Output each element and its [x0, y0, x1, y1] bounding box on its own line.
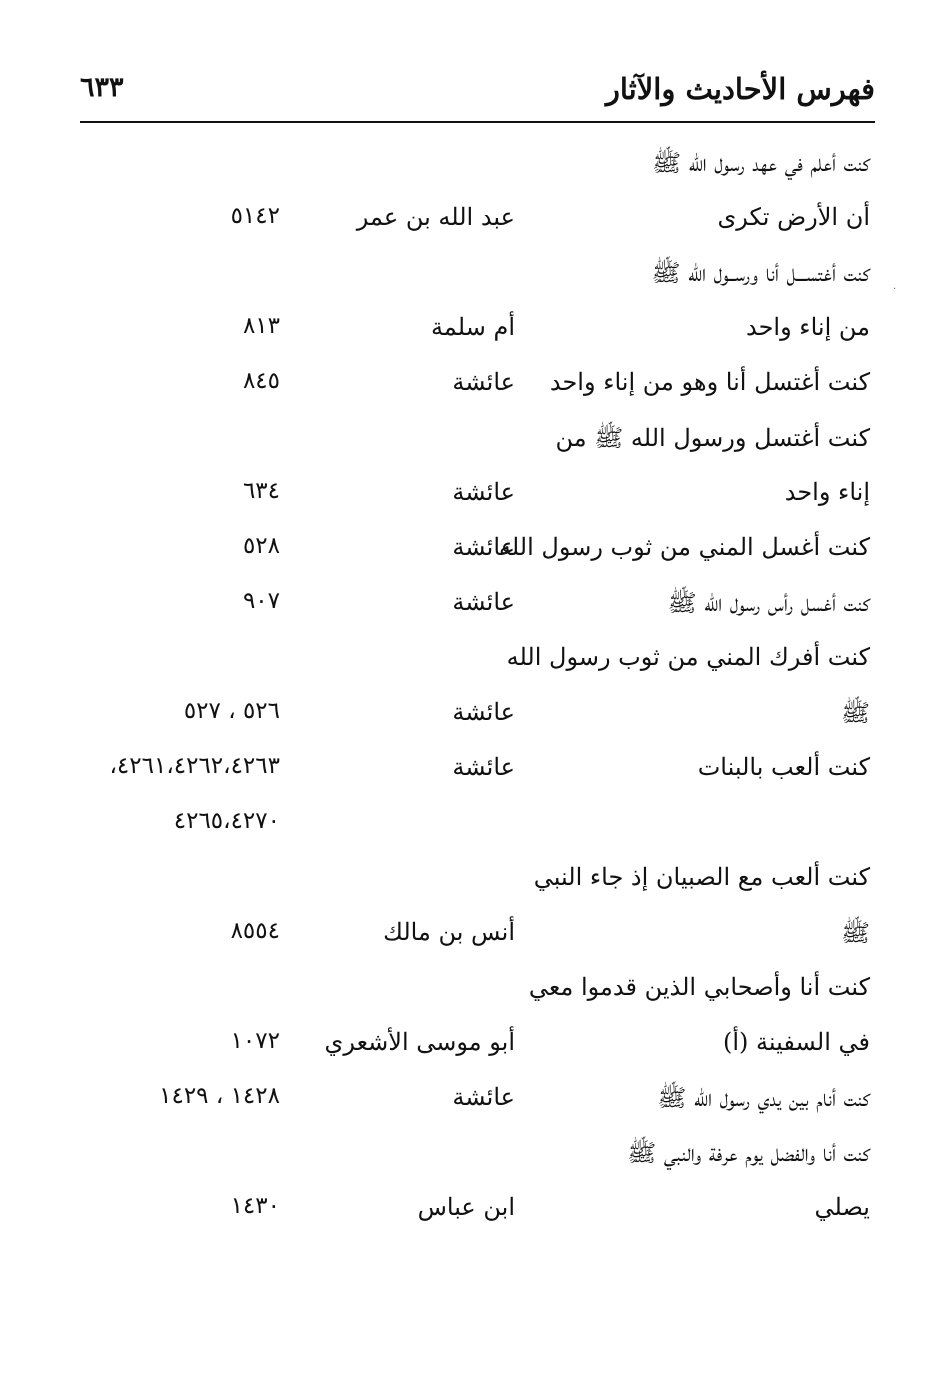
page-header — [80, 66, 875, 116]
index-row — [60, 1138, 875, 1188]
reference-number: ١٤٣٠ — [230, 1193, 280, 1219]
hadith-text: كنت أنا وأصحابي الذين قدموا معي — [528, 973, 870, 1001]
index-row — [60, 643, 875, 693]
index-row — [60, 423, 875, 473]
narrator: أبو موسى الأشعري — [324, 1028, 515, 1056]
index-row — [60, 478, 875, 528]
narrator: عائشة — [452, 698, 515, 726]
index-row — [60, 1083, 875, 1133]
hadith-text: من إناء واحد — [745, 313, 870, 341]
reference-number: ١٤٢٨ ، ١٤٢٩ — [159, 1083, 280, 1109]
index-row — [60, 368, 875, 418]
running-title: فهرس الأحاديث والآثار — [605, 72, 875, 106]
narrator: أم سلمة — [431, 313, 515, 341]
hadith-text: في السفينة (أ) — [722, 1028, 870, 1056]
hadith-text: كنت أغسل رأس رسول الله ﷺ — [667, 589, 870, 617]
hadith-text: ﷺ — [841, 919, 870, 947]
hadith-text: كنت ألعب مع الصبيان إذ جاء النبي — [533, 863, 870, 891]
index-row — [60, 258, 875, 308]
index-row — [60, 1193, 875, 1243]
hadith-text: كنت أفرك المني من ثوب رسول الله — [506, 643, 870, 671]
hadith-text: إناء واحد — [784, 478, 870, 506]
index-row — [60, 1028, 875, 1078]
narrator: أنس بن مالك — [383, 918, 515, 946]
margin-dot: · — [893, 284, 897, 295]
hadith-text: ﷺ — [841, 699, 870, 727]
index-row — [60, 918, 875, 968]
index-row — [60, 203, 875, 253]
index-row — [60, 533, 875, 583]
index-row — [60, 588, 875, 638]
hadith-text: أن الأرض تكرى — [717, 203, 870, 231]
reference-number: ٩٠٧ — [242, 588, 280, 614]
hadith-text: كنت أنام بين يدي رسول الله ﷺ — [657, 1084, 870, 1112]
index-row — [60, 148, 875, 198]
index-row — [60, 863, 875, 913]
page-number: ٦٣٣ — [80, 72, 124, 103]
reference-number: ٥٢٦ ، ٥٢٧ — [183, 698, 280, 724]
narrator: عائشة — [452, 533, 515, 561]
reference-number: ٨١٣ — [242, 313, 280, 339]
index-row — [60, 973, 875, 1023]
hadith-text: يصلي — [814, 1193, 870, 1221]
hadith-text: كنت ألعب بالبنات — [697, 753, 870, 781]
header-rule — [80, 121, 875, 123]
reference-number: ١٠٧٢ — [230, 1028, 280, 1054]
narrator: عائشة — [452, 478, 515, 506]
narrator: عبد الله بن عمر — [356, 203, 515, 231]
reference-number: ٥١٤٢ — [230, 203, 280, 229]
hadith-text: كنت أغتسل أنا وهو من إناء واحد — [549, 368, 870, 396]
narrator: عائشة — [452, 368, 515, 396]
index-row — [60, 313, 875, 363]
hadith-text: كنت أغتســـل أنا ورســول الله ﷺ — [651, 259, 870, 287]
reference-number: ٦٣٤ — [242, 478, 280, 504]
reference-number: ٥٢٨ — [242, 533, 280, 559]
hadith-text: كنت أنا والفضل يوم عرفة والنبي ﷺ — [627, 1139, 870, 1167]
narrator: عائشة — [452, 753, 515, 781]
reference-number: ٨٥٥٤ — [230, 918, 280, 944]
reference-number: ٤٢٦١،٤٢٦٢،٤٢٦٣، — [109, 753, 280, 779]
reference-number: ٨٤٥ — [242, 368, 280, 394]
reference-number: ٤٢٦٥،٤٢٧٠ — [173, 808, 280, 834]
narrator: عائشة — [452, 1083, 515, 1111]
index-row — [60, 808, 875, 858]
hadith-text: كنت أعلم في عهد رسول الله ﷺ — [652, 149, 870, 177]
index-row — [60, 698, 875, 748]
hadith-text: كنت أغتسل ورسول الله ﷺ من — [555, 424, 870, 452]
narrator: عائشة — [452, 588, 515, 616]
narrator: ابن عباس — [417, 1193, 515, 1221]
hadith-text: كنت أغسل المني من ثوب رسول الله — [498, 533, 870, 561]
index-row — [60, 753, 875, 803]
